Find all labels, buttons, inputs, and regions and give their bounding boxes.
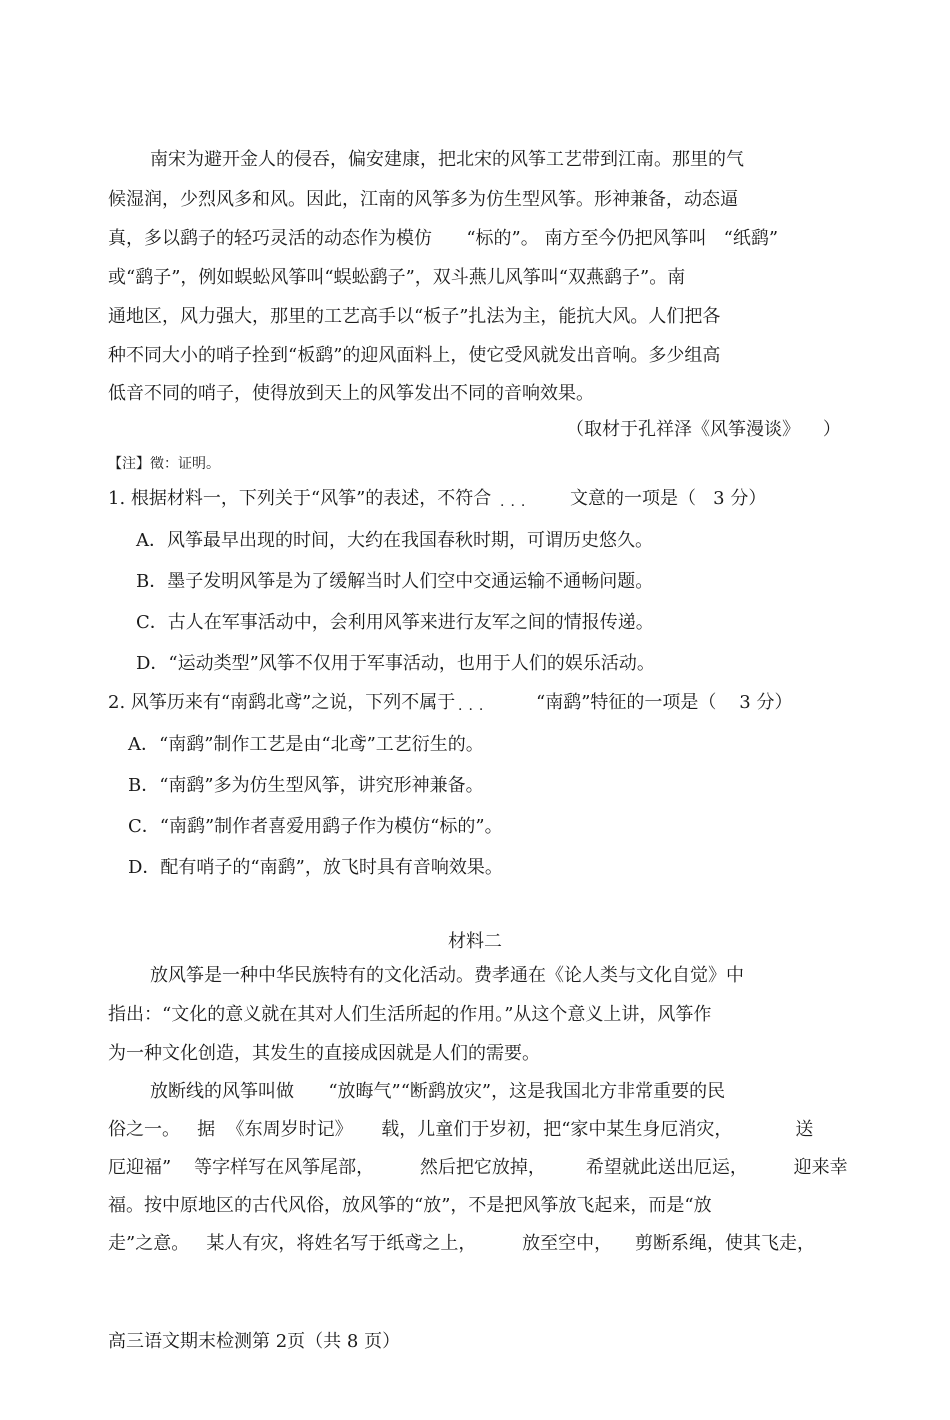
- text-line: 厄迎福” 等字样写在风筝尾部， 然后把它放掉， 希望就此送出厄运， 迎来幸: [108, 1157, 848, 1178]
- emphasis-dots: ···: [500, 498, 532, 514]
- option-c: C．古人在军事活动中，会利用风筝来进行友军之间的情报传递。: [136, 612, 654, 633]
- option-a: A．风筝最早出现的时间，大约在我国春秋时期，可谓历史悠久。: [136, 530, 653, 551]
- option-c: C．“南鹞”制作者喜爱用鹞子作为模仿“标的”。: [128, 816, 503, 837]
- text-line: 或“鹞子”，例如蜈蚣风筝叫“蜈蚣鹞子”，双斗燕儿风筝叫“双燕鹞子”。南: [108, 267, 686, 288]
- source-citation: （取材于孔祥泽《风筝漫谈》 ）: [566, 419, 841, 440]
- text-line: 种不同大小的哨子拴到“板鹞”的迎风面料上，使它受风就发出音响。多少组高: [108, 345, 721, 366]
- footnote: 【注】徵：证明。: [108, 456, 220, 472]
- option-b: B．“南鹞”多为仿生型风筝，讲究形神兼备。: [128, 775, 484, 796]
- text-line: 为一种文化创造，其发生的直接成因就是人们的需要。: [108, 1043, 540, 1064]
- text-line: 候湿润，少烈风多和风。因此，江南的风筝多为仿生型风筝。形神兼备，动态逼: [108, 189, 738, 210]
- text-line: 真，多以鹞子的轻巧灵活的动态作为模仿 “标的”。 南方至今仍把风筝叫 “纸鹞”: [108, 228, 779, 249]
- text-line: 俗之一。 据 《东周岁时记》 载，儿童们于岁初，把“家中某生身厄消灾， 送: [108, 1119, 814, 1140]
- question-stem-end: 文意的一项是（ 3 分）: [570, 488, 767, 509]
- page-footer: 高三语文期末检测第 2页（共 8 页）: [108, 1331, 401, 1352]
- question-stem: 1. 根据材料一，下列关于“风筝”的表述，不符合: [108, 488, 492, 509]
- text-line: 通地区，风力强大，那里的工艺高手以“板子”扎法为主，能抗大风。人们把各: [108, 306, 721, 327]
- text-line: 走”之意。 某人有灾，将姓名写于纸鸢之上， 放至空中， 剪断系绳，使其飞走，: [108, 1233, 816, 1254]
- text-line: 放风筝是一种中华民族特有的文化活动。费孝通在《论人类与文化自觉》中: [150, 965, 744, 986]
- text-line: 放断线的风筝叫做 “放晦气”“断鹞放灾”，这是我国北方非常重要的民: [150, 1081, 726, 1102]
- emphasis-dots: ···: [458, 702, 490, 718]
- text-line: 福。按中原地区的古代风俗，放风筝的“放”，不是把风筝放飞起来，而是“放: [108, 1195, 712, 1216]
- section-heading: 材料二: [448, 931, 502, 952]
- option-b: B．墨子发明风筝是为了缓解当时人们空中交通运输不通畅问题。: [136, 571, 654, 592]
- option-d: D．“运动类型”风筝不仅用于军事活动，也用于人们的娱乐活动。: [136, 653, 655, 674]
- question-stem-end: “南鹞”特征的一项是（ 3 分）: [536, 692, 793, 713]
- option-a: A．“南鹞”制作工艺是由“北鸢”工艺衍生的。: [128, 734, 484, 755]
- text-line: 指出：“文化的意义就在其对人们生活所起的作用。”从这个意义上讲，风筝作: [108, 1004, 712, 1025]
- text-line: 低音不同的哨子，使得放到天上的风筝发出不同的音响效果。: [108, 383, 594, 404]
- text-line: 南宋为避开金人的侵吞，偏安建康，把北宋的风筝工艺带到江南。那里的气: [150, 149, 744, 170]
- option-d: D．配有哨子的“南鹞”，放飞时具有音响效果。: [128, 857, 503, 878]
- question-stem: 2. 风筝历来有“南鹞北鸢”之说，下列不属于: [108, 692, 456, 713]
